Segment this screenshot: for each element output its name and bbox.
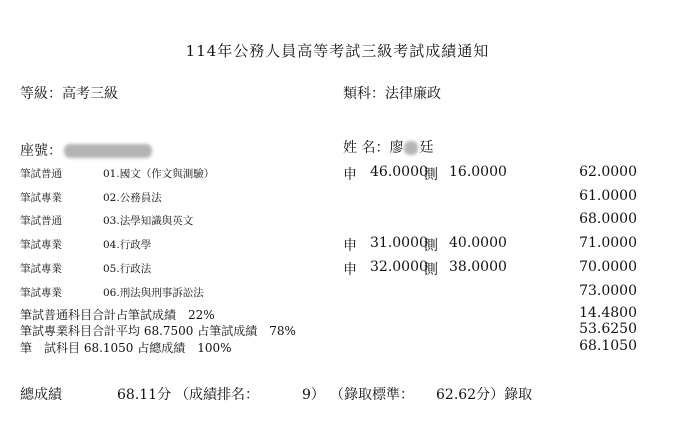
subject-mark: 申 xyxy=(343,262,357,278)
subject-score-b-label: 測 xyxy=(424,238,438,254)
summary-text: 筆試專業科目合計平均 68.7500 占筆試成績 78% xyxy=(20,324,296,338)
subject-type: 筆試專業 xyxy=(20,192,62,204)
subject-score: 73.0000 xyxy=(579,283,637,299)
subject-score-b: 38.0000 xyxy=(449,259,507,275)
subject-score-b: 40.0000 xyxy=(449,235,507,251)
subject-type: 筆試普通 xyxy=(20,168,62,180)
subject-score-b: 16.0000 xyxy=(449,164,507,180)
subject-type: 筆試專業 xyxy=(20,263,62,275)
page-title: 114年公務人員高等考試三級考試成績通知 xyxy=(185,42,490,60)
summary-value: 68.1050 xyxy=(579,338,637,354)
subject-name: 02.公務員法 xyxy=(103,192,162,204)
subject-score-a: 46.0000 xyxy=(370,164,428,180)
subject-score-b-label: 測 xyxy=(424,262,438,278)
admission-standard-label: （錄取標準： xyxy=(330,387,414,403)
subject-name: 06.刑法與刑事訴訟法 xyxy=(103,287,204,299)
exam-category: 類科：法律廉政 xyxy=(343,86,441,102)
subject-type: 筆試專業 xyxy=(20,239,62,251)
exam-level: 等級：高考三級 xyxy=(20,86,118,102)
subject-name: 01.國文（作文與測驗） xyxy=(103,168,215,180)
summary-value: 53.6250 xyxy=(579,321,637,337)
summary-value: 14.4800 xyxy=(579,305,637,321)
subject-type: 筆試普通 xyxy=(20,215,62,227)
subject-mark: 申 xyxy=(343,238,357,254)
seat-number-row xyxy=(20,140,152,160)
name-label: 姓 名： xyxy=(343,140,390,156)
subject-score-b-label: 測 xyxy=(424,167,438,183)
redacted-name-char xyxy=(404,141,418,155)
subject-score-a: 31.0000 xyxy=(370,235,428,251)
summary-text: 筆試普通科目合計占筆試成績 22% xyxy=(20,308,215,322)
total-score: 68.11分 xyxy=(117,387,172,403)
summary-text: 筆 試科目 68.1050 占總成績 100% xyxy=(20,341,232,355)
name-row xyxy=(343,137,433,157)
total-label: 總成績 xyxy=(20,387,62,403)
rank-label: （成績排名： xyxy=(175,387,259,403)
name-first-char: 廖 xyxy=(389,140,404,156)
rank-value: 9） xyxy=(302,387,325,403)
subject-type: 筆試專業 xyxy=(20,287,62,299)
subject-score: 71.0000 xyxy=(579,235,637,251)
subject-score: 61.0000 xyxy=(579,188,637,204)
name-last-char: 廷 xyxy=(419,140,434,156)
subject-mark: 申 xyxy=(343,167,357,183)
subject-score-a: 32.0000 xyxy=(370,259,428,275)
subject-score: 68.0000 xyxy=(579,211,637,227)
admission-standard-value: 62.62分）錄取 xyxy=(436,387,533,403)
subject-name: 04.行政學 xyxy=(103,239,152,251)
subject-name: 05.行政法 xyxy=(103,263,152,275)
redacted-seat-number xyxy=(64,144,152,158)
subject-name: 03.法學知識與英文 xyxy=(103,215,194,227)
subject-score: 62.0000 xyxy=(579,164,637,180)
subject-score: 70.0000 xyxy=(579,259,637,275)
seat-label: 座號： xyxy=(20,143,62,159)
